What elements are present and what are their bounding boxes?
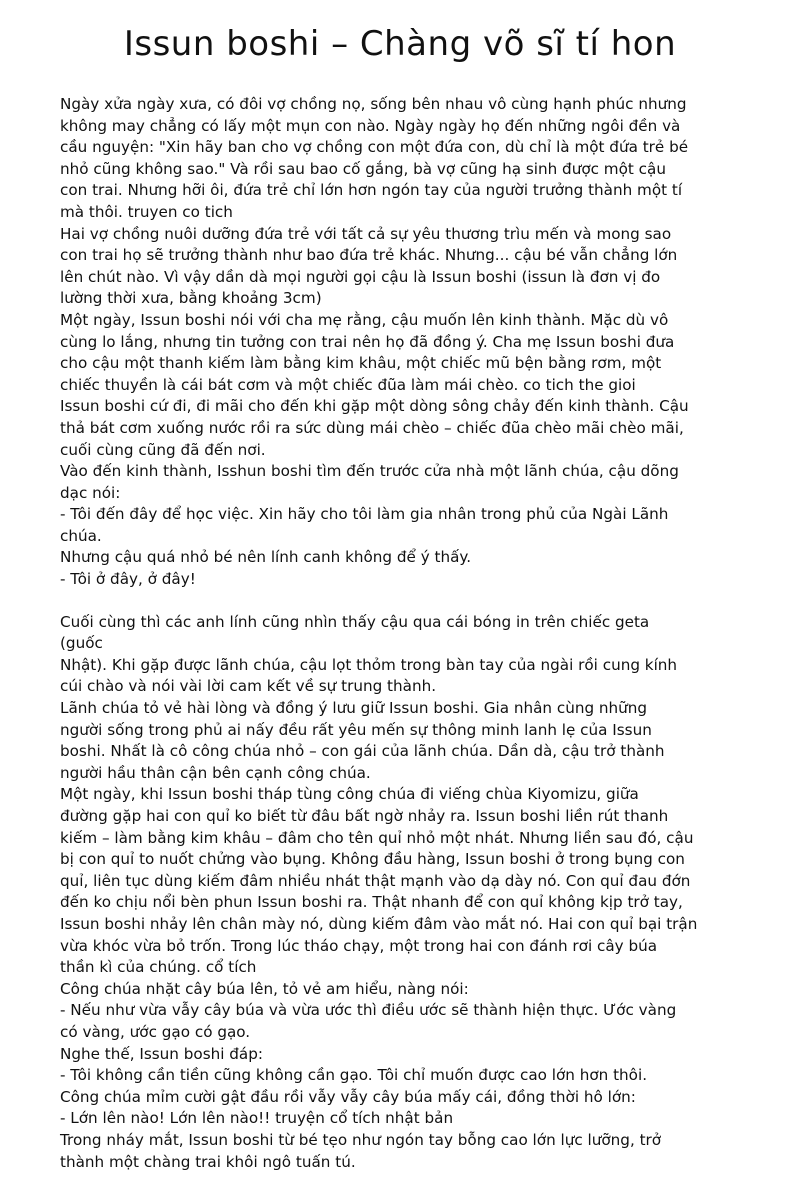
paragraph: - Tôi đến đây để học việc. Xin hãy cho tôi làm gia nhân trong phủ của Ngài Lãnh chúa. bbox=[60, 505, 669, 545]
paragraph: Lãnh chúa tỏ vẻ hài lòng và đồng ý lưu giữ Issun boshi. Gia nhân cùng những người sống trong phủ ai nấy đều rất yêu mến sự thông minh lanh lẹ của Issun boshi. Nhất là cô công chúa nhỏ – con gái của lãnh chúa. Dần dà, cậu trở thành người hầu thân cận bên cạnh công chúa. bbox=[60, 699, 665, 782]
paragraph: Hai vợ chồng nuôi dưỡng đứa trẻ với tất cả sự yêu thương trìu mến và mong sao con trai họ sẽ trưởng thành như bao đứa trẻ khác. Nhưng... cậu bé vẫn chẳng lớn lên chút nào. Vì vậy dần dà mọi người gọi cậu là Issun boshi (issun là đơn vị đo lường thời xưa, bằng khoảng 3cm) bbox=[60, 224, 678, 308]
paragraph: Cuối cùng thì các anh lính cũng nhìn thấy cậu qua cái bóng in trên chiếc geta (guốc Nhật). Khi gặp được lãnh chúa, cậu lọt thỏm trong bàn tay của ngài rồi cung kính cúi chào và nói vài lời cam kết về sự trung thành. bbox=[60, 612, 678, 696]
paragraph: Một ngày, khi Issun boshi tháp tùng công chúa đi viếng chùa Kiyomizu, giữa đường gặp hai con quỉ ko biết từ đâu bất ngờ nhảy ra. Issun boshi liền rút thanh kiếm – làm bằng kim khâu – đâm cho tên quỉ nhỏ một nhát. Nhưng liền sau đó, cậu bị con quỉ to nuốt chửng vào bụng. Không đầu hàng, Issun boshi ở trong bụng con quỉ, liên tục dùng kiếm đâm nhiều nhát thật mạnh vào dạ dày nó. Con quỉ đau đớn đến ko chịu nổi bèn phun Issun boshi ra. Thật nhanh để con quỉ không kịp trở tay, Issun boshi nhảy lên chân mày nó, dùng kiếm đâm vào mắt nó. Hai con quỉ bại trận vừa khóc vừa bỏ trốn. Trong lúc tháo chạy, một trong hai con đánh rơi cây búa thần kì của chúng. cổ tích bbox=[60, 785, 698, 977]
document-title: Issun boshi – Chàng võ sĩ tí hon bbox=[123, 24, 677, 64]
paragraph: Công chúa nhặt cây búa lên, tỏ vẻ am hiểu, nàng nói: bbox=[60, 979, 469, 998]
document-body bbox=[60, 94, 760, 1173]
paragraph: Trong nháy mắt, Issun boshi từ bé tẹo như ngón tay bỗng cao lớn lực lưỡng, trở thành một chàng trai khôi ngô tuấn tú. bbox=[60, 1130, 662, 1171]
paragraph: Ngày xửa ngày xưa, có đôi vợ chồng nọ, sống bên nhau vô cùng hạnh phúc nhưng không may chẳng có lấy một mụn con nào. Ngày ngày họ đến những ngôi đền và cầu nguyện: "Xin hãy ban cho vợ chồng con một đứa con, dù chỉ là một đứa trẻ bé nhỏ cũng không sao." Và rồi sau bao cố gắng, bà vợ cũng hạ sinh được một cậu con trai. Nhưng hỡi ôi, đứa trẻ chỉ lớn hơn ngón tay của người trưởng thành một tí mà thôi. truyen co tich bbox=[60, 95, 689, 221]
paragraph: - Lớn lên nào! Lớn lên nào!! truyện cổ tích nhật bản bbox=[60, 1109, 454, 1128]
paragraph: Một ngày, Issun boshi nói với cha mẹ rằng, cậu muốn lên kinh thành. Mặc dù vô cùng lo lắng, nhưng tin tưởng con trai nên họ đã đồng ý. Cha mẹ Issun boshi đưa cho cậu một thanh kiếm làm bằng kim khâu, một chiếc mũ bện bằng rơm, một chiếc thuyền là cái bát cơm và một chiếc đũa làm mái chèo. co tich the gioi Issun boshi cứ đi, đi mãi cho đến khi gặp một dòng sông chảy đến kinh thành. Cậu thả bát cơm xuống nước rồi ra sức dùng mái chèo – chiếc đũa chèo mãi chèo mãi, cuối cùng cũng đã đến nơi. bbox=[60, 310, 689, 459]
paragraph: Nhưng cậu quá nhỏ bé nên lính canh không để ý thấy. bbox=[60, 548, 472, 567]
paragraph: Công chúa mỉm cười gật đầu rồi vẫy vẫy cây búa mấy cái, đồng thời hô lớn: bbox=[60, 1087, 636, 1106]
paragraph: Vào đến kinh thành, Isshun boshi tìm đến trước cửa nhà một lãnh chúa, cậu dõng dạc nói: bbox=[60, 462, 679, 502]
paragraph: - Tôi không cần tiền cũng không cần gạo. Tôi chỉ muốn được cao lớn hơn thôi. bbox=[60, 1066, 648, 1085]
paragraph: - Nếu như vừa vẫy cây búa và vừa ước thì điều ước sẽ thành hiện thực. Ước vàng có vàng, ước gạo có gạo. bbox=[60, 1001, 677, 1041]
paragraph: - Tôi ở đây, ở đây! bbox=[60, 570, 196, 589]
paragraph: Nghe thế, Issun boshi đáp: bbox=[60, 1044, 263, 1063]
paragraph-gap bbox=[60, 591, 760, 612]
